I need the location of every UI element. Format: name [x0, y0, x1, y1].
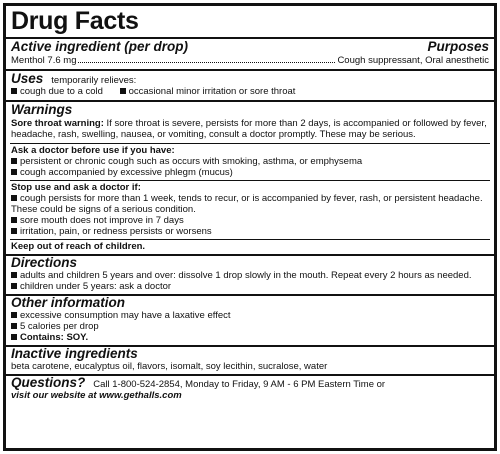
- list-item: cough due to a cold: [11, 86, 103, 97]
- dot-leader: [78, 54, 335, 63]
- directions-section: [6, 256, 494, 292]
- list-item: sore mouth does not improve in 7 days: [11, 215, 489, 226]
- bullet-square-icon: [11, 228, 17, 234]
- other-info-section: [6, 296, 494, 343]
- list-item: occasional minor irritation or sore throat: [120, 86, 296, 97]
- bullet-square-icon: [11, 195, 17, 201]
- ask-doctor-block: [6, 144, 494, 179]
- directions-heading: Directions: [11, 255, 78, 270]
- sore-throat-label: Sore throat warning:: [11, 118, 104, 129]
- drug-facts-panel: [3, 3, 497, 451]
- stop-use-heading: Stop use and ask a doctor if:: [11, 182, 141, 193]
- bullet-square-icon: [11, 312, 17, 318]
- uses-heading: Uses: [11, 71, 44, 86]
- list-item: 5 calories per drop: [11, 321, 489, 332]
- uses-intro: temporarily relieves:: [51, 75, 137, 86]
- keep-out-text: Keep out of reach of children.: [11, 241, 146, 252]
- questions-heading: Questions?: [11, 375, 86, 390]
- bullet-square-icon: [11, 272, 17, 278]
- warnings-heading: Warnings: [11, 102, 73, 117]
- active-ingredient-value: Menthol 7.6 mg: [11, 55, 77, 66]
- active-header-row: [6, 40, 494, 54]
- active-ingredient-heading: Active ingredient (per drop): [11, 39, 189, 54]
- bullet-square-icon: [11, 323, 17, 329]
- list-item: cough accompanied by excessive phlegm (mucus): [11, 167, 489, 178]
- bullet-square-icon: [11, 158, 17, 164]
- purpose-value: Cough suppressant, Oral anesthetic: [337, 55, 489, 66]
- warnings-section: [6, 103, 494, 140]
- bullet-square-icon: [11, 334, 17, 340]
- keep-out-block: [6, 240, 494, 253]
- inactive-text: beta carotene, eucalyptus oil, flavors, isomalt, soy lecithin, sucralose, water: [11, 361, 328, 372]
- sore-throat-text: If sore throat is severe, persists for more than 2 days, is accompanied or followed by fever, headache, rash, swelling, nausea, or vomiting, consult a doctor promptly. These may be serious.: [11, 118, 487, 140]
- uses-heading-line: [11, 72, 489, 86]
- bullet-square-icon: [11, 169, 17, 175]
- questions-phone: Call 1-800-524-2854, Monday to Friday, 9 AM - 6 PM Eastern Time or: [93, 379, 386, 390]
- bullet-square-icon: [11, 88, 17, 94]
- divider: [6, 69, 494, 71]
- active-ingredient-row: [6, 54, 494, 66]
- questions-line: [11, 376, 489, 390]
- purposes-heading: Purposes: [427, 39, 489, 54]
- list-item: irritation, pain, or redness persists or worsens: [11, 226, 489, 237]
- list-item: persistent or chronic cough such as occurs with smoking, asthma, or emphysema: [11, 156, 489, 167]
- list-item: adults and children 5 years and over: dissolve 1 drop slowly in the mouth. Repeat every 2 hours as needed.: [11, 270, 489, 281]
- list-item: Contains: SOY.: [11, 332, 489, 343]
- uses-section: [6, 72, 494, 97]
- stop-use-block: [6, 181, 494, 238]
- uses-items: [11, 86, 489, 97]
- bullet-square-icon: [120, 88, 126, 94]
- bullet-square-icon: [11, 217, 17, 223]
- inactive-heading: Inactive ingredients: [11, 346, 138, 361]
- sore-throat-warning: [11, 118, 489, 140]
- ask-doctor-heading: Ask a doctor before use if you have:: [11, 145, 175, 156]
- questions-section: [6, 376, 494, 401]
- divider: [6, 100, 494, 102]
- other-info-heading: Other information: [11, 295, 125, 310]
- list-item: children under 5 years: ask a doctor: [11, 281, 489, 292]
- list-item: cough persists for more than 1 week, tends to recur, or is accompanied by fever, rash, or persistent headache. These could be signs of a serious condition.: [11, 193, 483, 215]
- questions-website: visit our website at www.gethalls.com: [11, 390, 182, 401]
- list-item: excessive consumption may have a laxative effect: [11, 310, 489, 321]
- drug-facts-title: Drug Facts: [11, 7, 139, 35]
- inactive-section: [6, 347, 494, 372]
- bullet-square-icon: [11, 283, 17, 289]
